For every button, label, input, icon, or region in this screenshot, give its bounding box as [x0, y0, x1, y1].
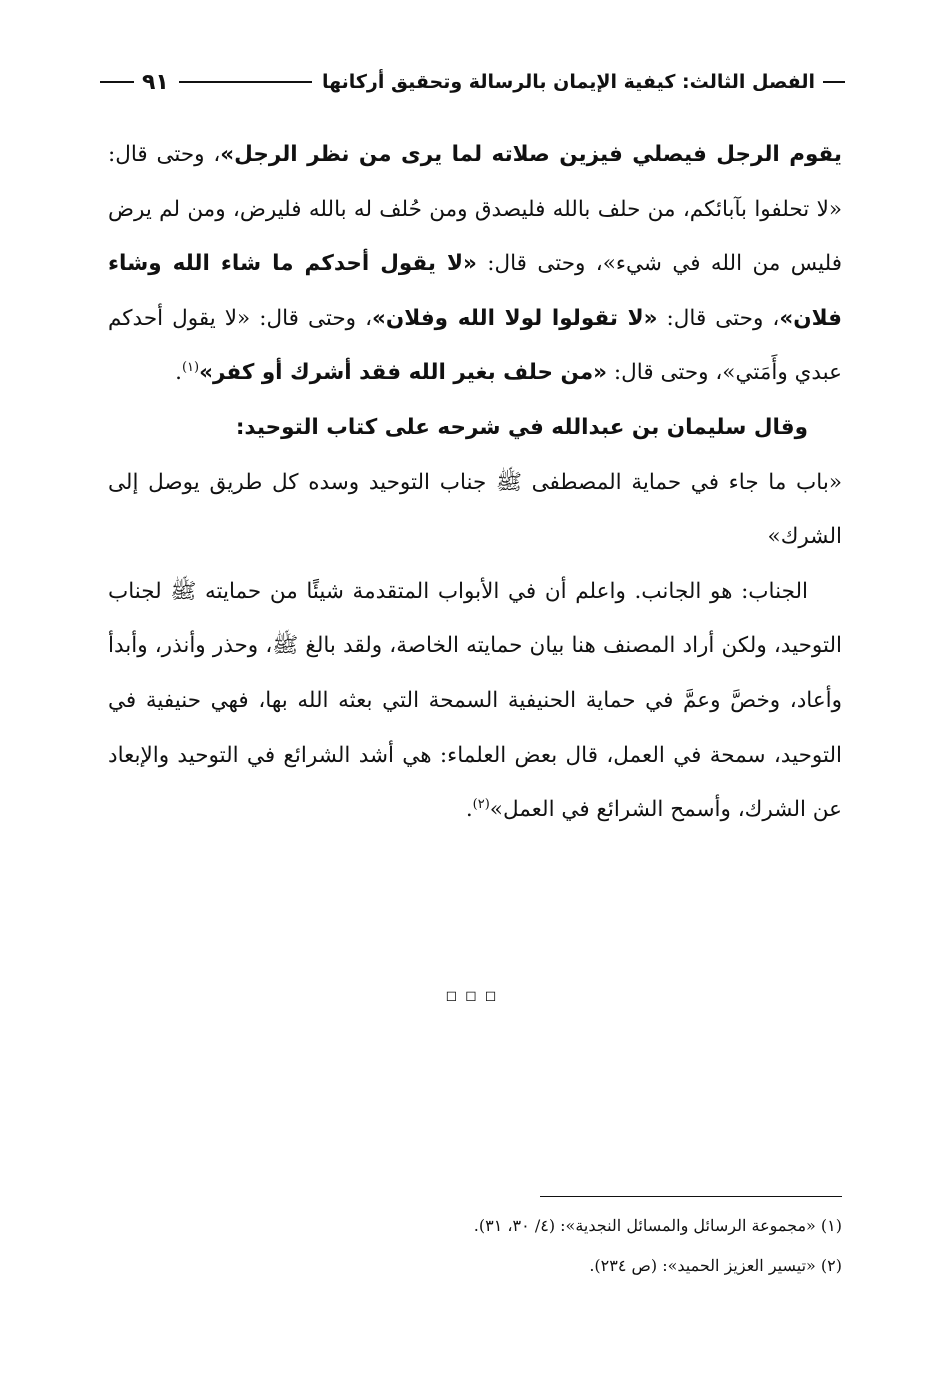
footnote-1: (١) «مجموعة الرسائل والمسائل النجدية»: (٤/ ٣٠، ٣١). [473, 1216, 842, 1235]
main-text [108, 128, 842, 838]
paragraph [108, 456, 842, 565]
text-segment: «لا تقولوا لولا الله وفلان» [372, 305, 658, 331]
header-dash-right [823, 81, 845, 83]
text-segment: الجناب: هو الجانب. واعلم أن في الأبواب المتقدمة شيئًا من حمايته ﷺ لجناب التوحيد، ولكن أراد المصنف هنا بيان حمايته الخاصة، ولقد بالغ ﷺ، وحذر وأنذر، وأبدأ وأعاد، وخصَّ وعمَّ في حماية الحنيفية السمحة التي بعثه الله بها، فهي حنيفية في التوحيد، سمحة في العمل، قال بعض العلماء: هي أشد الشرائع في التوحيد والإبعاد عن الشرك، وأسمح الشرائع في العمل» [108, 578, 842, 823]
text-segment: . [465, 797, 473, 823]
page-number: ٩١ [142, 69, 169, 95]
text-segment: ، وحتى قال: [108, 142, 221, 167]
footnote-marker: (١) [181, 360, 200, 376]
text-segment: ، وحتى قال: [607, 360, 723, 386]
text-segment: «لا تحلفوا بآبائكم، من حلف بالله فليصدق ومن حُلف له بالله فليرض، ومن لم يرض فليس من الله في شيء» [108, 196, 843, 277]
header-rule [179, 81, 312, 83]
text-segment: «باب ما جاء في حماية المصطفى ﷺ جناب التوحيد وسده كل طريق يوصل إلى الشرك» [108, 469, 842, 550]
text-segment: ، وحتى قال: [657, 305, 780, 331]
text-segment: يقوم الرجل فيصلي فيزين صلاته لما يرى من نظر الرجل» [220, 142, 842, 167]
text-segment: «لا يقول أحدكم عبدي وأَمَتي» [108, 305, 842, 386]
paragraph [108, 401, 842, 456]
footnote-marker: (٢) [472, 796, 490, 812]
running-header [100, 64, 845, 100]
text-segment: «لا يقول أحدكم ما شاء الله وشاء فلان» [108, 251, 842, 331]
text-segment: ، وحتى قال: [250, 305, 373, 331]
header-dash-left [100, 81, 134, 83]
footnote-separator [540, 1196, 842, 1197]
text-segment: ، وحتى قال: [476, 251, 603, 277]
section-ornament: ◻◻◻ [445, 988, 505, 1004]
paragraph [108, 565, 842, 838]
text-segment: . [175, 360, 182, 386]
text-segment: «من حلف بغير الله فقد أشرك أو كفر» [199, 360, 608, 386]
footnotes [108, 1206, 842, 1286]
text-segment: وقال سليمان بن عبدالله في شرحه على كتاب التوحيد: [235, 414, 808, 440]
paragraph [108, 128, 842, 401]
chapter-title: الفصل الثالث: كيفية الإيمان بالرسالة وتحقيق أركانها [321, 71, 815, 93]
footnote-2: (٢) «تيسير العزيز الحميد»: (ص ٢٣٤). [589, 1256, 842, 1275]
